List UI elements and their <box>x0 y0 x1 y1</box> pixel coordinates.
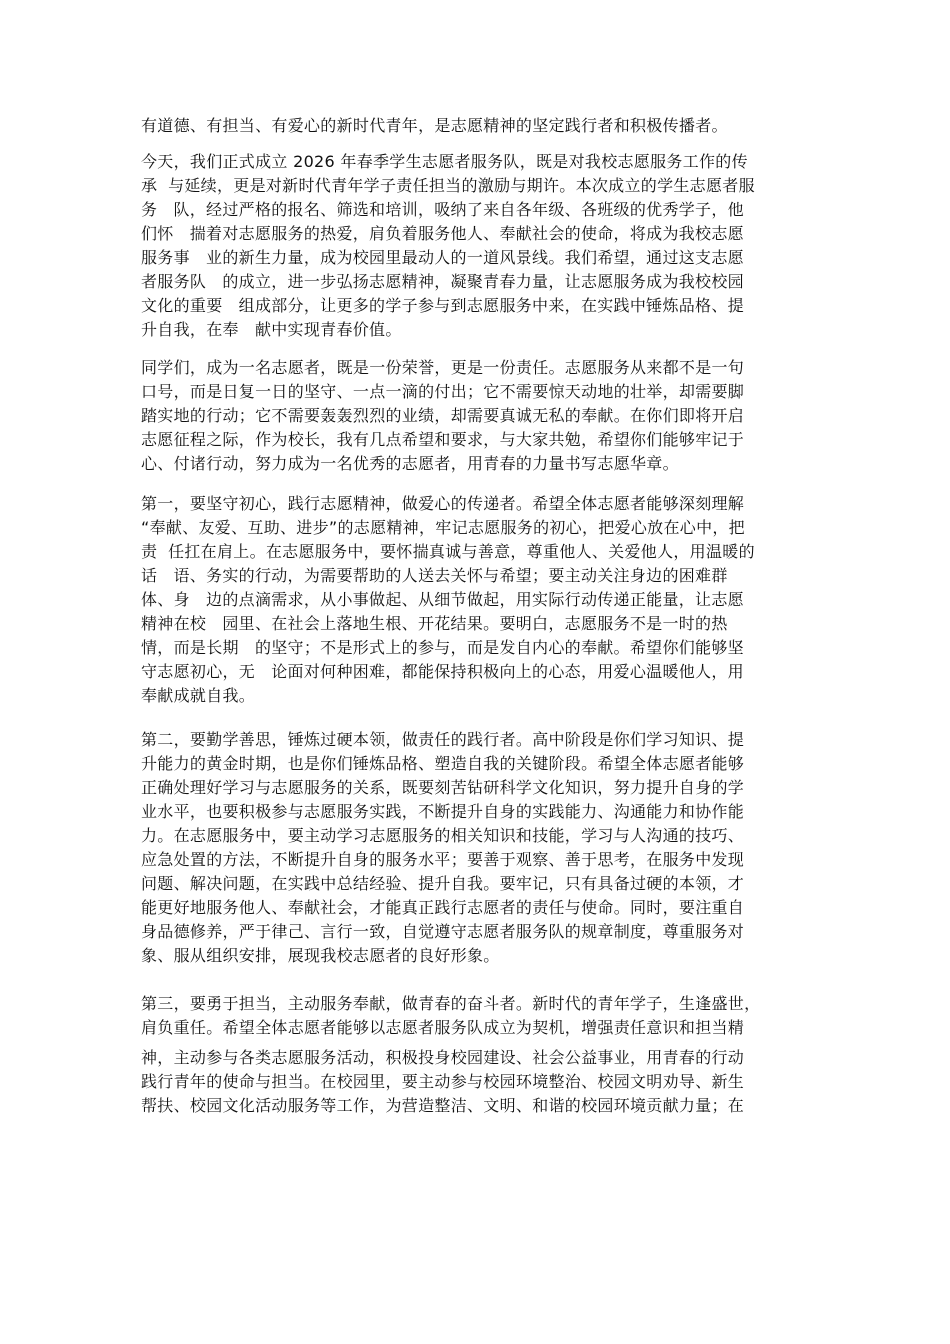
paragraph-intro <box>141 114 821 138</box>
text-line: 守志愿初心，无 论面对何种困难，都能保持积极向上的心态，用爱心温暖他人，用 <box>141 662 744 681</box>
text-line: 体、身 边的点滴需求，从小事做起、从细节做起，用实际行动传递正能量，让志愿 <box>141 590 744 609</box>
text-line: 肩负重任。希望全体志愿者能够以志愿者服务队成立为契机，增强责任意识和担当精 <box>141 1018 745 1037</box>
paragraph-first <box>141 492 821 708</box>
text-line: 升自我，在奉 献中实现青春价值。 <box>141 320 402 339</box>
text-line: 踏实地的行动；它不需要轰轰烈烈的业绩，却需要真诚无私的奉献。在你们即将开启 <box>141 406 745 425</box>
text-line: 第一，要坚守初心，践行志愿精神，做爱心的传递者。希望全体志愿者能够深刻理解 <box>141 494 745 513</box>
text-line: 承 与延续，更是对新时代青年学子责任担当的激励与期许。本次成立的学生志愿者服 <box>141 176 755 195</box>
text-line: 象、服从组织安排，展现我校志愿者的良好形象。 <box>141 946 500 965</box>
text-line: 问题、解决问题，在实践中总结经验、提升自我。要牢记，只有具备过硬的本领，才 <box>141 874 745 893</box>
text-line: 情，而是长期 的坚守；不是形式上的参与，而是发自内心的奉献。希望你们能够坚 <box>141 638 744 657</box>
text-line: 志愿征程之际，作为校长，我有几点希望和要求，与大家共勉，希望你们能够牢记于 <box>141 430 745 449</box>
text-line: 践行青年的使命与担当。在校园里，要主动参与校园环境整治、校园文明劝导、新生 <box>141 1072 745 1091</box>
paragraph-second <box>141 728 821 968</box>
text-line: 心、付诸行动，努力成为一名优秀的志愿者，用青春的力量书写志愿华章。 <box>141 454 679 473</box>
text-line: 正确处理好学习与志愿服务的关系，既要刻苦钻研科学文化知识，努力提升自身的学 <box>141 778 745 797</box>
text-line: 神，主动参与各类志愿服务活动，积极投身校园建设、社会公益事业，用青春的行动 <box>141 1048 745 1067</box>
text-line: 话 语、务实的行动，为需要帮助的人送去关怀与希望；要主动关注身边的困难群 <box>141 566 728 585</box>
text-line: 文化的重要 组成部分，让更多的学子参与到志愿服务中来，在实践中锤炼品格、提 <box>141 296 744 315</box>
text-line: 力。在志愿服务中，要主动学习志愿服务的相关知识和技能，学习与人沟通的技巧、 <box>141 826 745 845</box>
text-line: 身品德修养，严于律己、言行一致，自觉遵守志愿者服务队的规章制度，尊重服务对 <box>141 922 745 941</box>
text-line: 同学们，成为一名志愿者，既是一份荣誉，更是一份责任。志愿服务从来都不是一句 <box>141 358 745 377</box>
text-line: 今天，我们正式成立 2026 年春季学生志愿者服务队，既是对我校志愿服务工作的传 <box>141 152 748 171</box>
text-line: 业水平，也要积极参与志愿服务实践，不断提升自身的实践能力、沟通能力和协作能 <box>141 802 745 821</box>
text-line: 精神在校 园里、在社会上落地生根、开花结果。要明白，志愿服务不是一时的热 <box>141 614 728 633</box>
text-line: 务 队，经过严格的报名、筛选和培训，吸纳了来自各年级、各班级的优秀学子，他 <box>141 200 744 219</box>
text-line: 们怀 揣着对志愿服务的热爱，肩负着服务他人、奉献社会的使命，将成为我校志愿 <box>141 224 744 243</box>
text-line: 能更好地服务他人、奉献社会，才能真正践行志愿者的责任与使命。同时，要注重自 <box>141 898 745 917</box>
text-line: “奉献、友爱、互助、进步”的志愿精神，牢记志愿服务的初心，把爱心放在心中，把 <box>141 518 745 537</box>
text-line: 帮扶、校园文化活动服务等工作，为营造整洁、文明、和谐的校园环境贡献力量；在 <box>141 1096 745 1115</box>
paragraph-students <box>141 356 821 476</box>
paragraph-founding <box>141 150 821 342</box>
text-line: 者服务队 的成立，进一步弘扬志愿精神，凝聚青春力量，让志愿服务成为我校校园 <box>141 272 744 291</box>
text-line: 口号，而是日复一日的坚守、一点一滴的付出；它不需要惊天动地的壮举，却需要脚 <box>141 382 745 401</box>
text-line: 责 任扛在肩上。在志愿服务中，要怀揣真诚与善意，尊重他人、关爱他人，用温暖的 <box>141 542 755 561</box>
text-line: 应急处置的方法，不断提升自身的服务水平；要善于观察、善于思考，在服务中发现 <box>141 850 745 869</box>
paragraph-third-continued <box>141 1046 821 1118</box>
text-line: 奉献成就自我。 <box>141 686 256 705</box>
text-line: 第二，要勤学善思，锤炼过硬本领，做责任的践行者。高中阶段是你们学习知识、提 <box>141 730 745 749</box>
paragraph-third <box>141 992 821 1040</box>
text-line: 服务事 业的新生力量，成为校园里最动人的一道风景线。我们希望，通过这支志愿 <box>141 248 744 267</box>
text-line: 升能力的黄金时期，也是你们锤炼品格、塑造自我的关键阶段。希望全体志愿者能够 <box>141 754 745 773</box>
text-line: 有道德、有担当、有爱心的新时代青年，是志愿精神的坚定践行者和积极传播者。 <box>141 116 728 135</box>
text-line: 第三，要勇于担当，主动服务奉献，做青春的奋斗者。新时代的青年学子，生逢盛世， <box>141 994 761 1013</box>
